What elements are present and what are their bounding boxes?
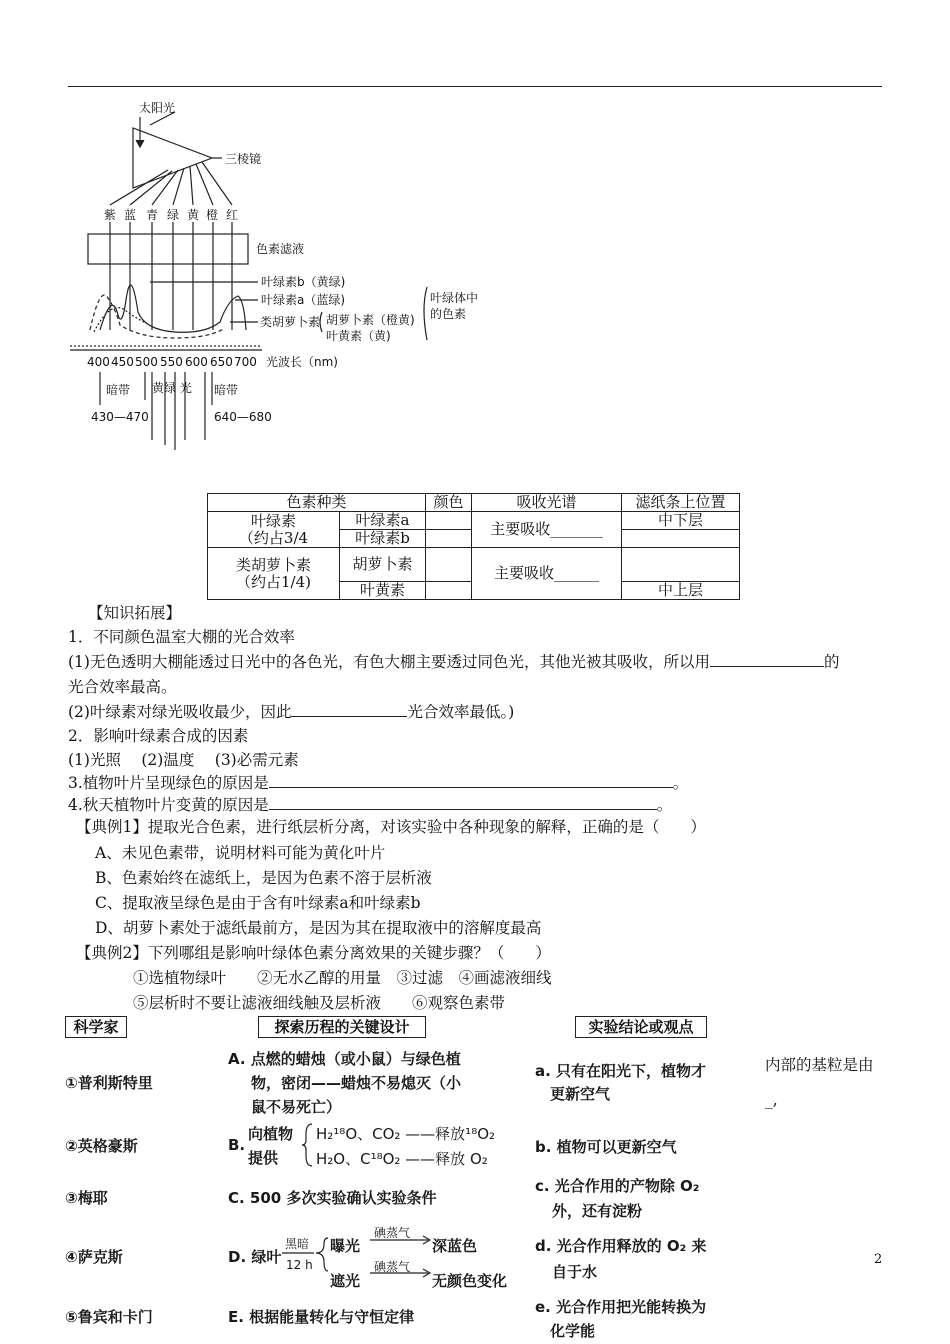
side-text-1: 内部的基粒是由 xyxy=(765,1056,874,1074)
range-label-2: 640—680 xyxy=(214,410,272,424)
item-4-text: 4.秋天植物叶片变黄的原因是 xyxy=(68,796,269,814)
design-a-line-3: 鼠不易死亡） xyxy=(251,1098,342,1116)
header-conclusion: 实验结论或观点 xyxy=(575,1016,707,1038)
design-e: E. 根据能量转化与守恒定律 xyxy=(228,1308,415,1326)
design-d-shaded: 遮光 xyxy=(330,1272,361,1290)
color-label: 蓝 xyxy=(124,208,137,222)
conclusion-e-line-1: e. 光合作用把光能转换为 xyxy=(535,1298,707,1316)
color-blank xyxy=(426,548,472,582)
item-2-title: 2．影响叶绿素合成的因素 xyxy=(68,727,249,745)
item-2a: (1)光照 (2)温度 (3)必需元素 xyxy=(68,751,299,769)
chl-b-label: 叶绿素b（黄绿) xyxy=(261,275,346,289)
design-d-exposed: 曝光 xyxy=(330,1237,361,1255)
example-1-option-a: A、未见色素带，说明材料可能为黄化叶片 xyxy=(95,844,386,862)
design-b-line-2: H₂O、C¹⁸O₂ ——释放 O₂ xyxy=(316,1150,488,1168)
axis-label: 光波长（nm) xyxy=(266,355,338,369)
design-d-iodine-2: 碘蒸气 xyxy=(374,1260,411,1274)
absorb-cell-2: 主要吸收______ xyxy=(472,548,622,600)
tick-label: 500 xyxy=(135,355,158,369)
example-1-option-c: C、提取液呈绿色是由于含有叶绿素a和叶绿素b xyxy=(95,894,421,912)
scientist-5: ⑤鲁宾和卡门 xyxy=(65,1308,153,1326)
color-label: 绿 xyxy=(167,208,180,222)
pigment-table xyxy=(207,493,740,600)
carotene-cell: 胡萝卜素 xyxy=(340,548,426,582)
conclusion-d-line-2: 自于水 xyxy=(552,1263,598,1281)
light-absorption-diagram xyxy=(60,95,520,460)
design-d-time: 12 h xyxy=(286,1258,313,1272)
color-label: 紫 xyxy=(104,208,117,222)
wavelength-ticks xyxy=(87,355,257,369)
yellow-green-label: 黄绿 光 xyxy=(152,381,192,395)
header-scientist: 科学家 xyxy=(65,1016,127,1038)
color-label: 黄 xyxy=(187,208,200,222)
chlorophyll-share: （约占3/4 xyxy=(238,528,309,547)
item-1c-end: 光合效率最低。) xyxy=(407,703,515,721)
design-d-dark: 黑暗 xyxy=(285,1237,310,1251)
header-rule xyxy=(68,86,882,87)
design-d-label: D. 绿叶 xyxy=(228,1248,282,1266)
chloroplast-label-2: 的色素 xyxy=(430,307,467,321)
carotenoid-label: 类胡萝卜素 xyxy=(235,555,311,574)
answer-blank xyxy=(710,652,824,667)
item-1-title: 1．不同颜色温室大棚的光合效率 xyxy=(68,628,295,646)
xanthophyll-label: 叶黄素（黄) xyxy=(326,329,391,343)
side-text-2: _, xyxy=(765,1091,778,1109)
scientist-1: ①普利斯特里 xyxy=(65,1074,153,1092)
tick-label: 600 xyxy=(185,355,208,369)
color-label: 青 xyxy=(146,208,159,222)
example-1-option-d: D、胡萝卜素处于滤纸最前方，是因为其在提取液中的溶解度最高 xyxy=(95,919,542,937)
example-2-steps-2: ⑤层析时不要让滤液细线触及层析液 ⑥观察色素带 xyxy=(133,994,506,1012)
design-d-iodine-1: 碘蒸气 xyxy=(374,1226,411,1240)
answer-blank xyxy=(269,773,673,788)
tick-label: 650 xyxy=(210,355,233,369)
conclusion-a-line-2: 更新空气 xyxy=(550,1085,611,1103)
item-3 xyxy=(68,773,688,793)
position-cell: 中上层 xyxy=(622,582,740,600)
filter-label: 色素滤液 xyxy=(256,242,305,256)
scientist-3: ③梅耶 xyxy=(65,1189,108,1207)
item-4-end: 。 xyxy=(656,796,673,814)
tick-label: 400 xyxy=(87,355,110,369)
answer-blank xyxy=(291,702,407,717)
dark-band-label: 暗带 xyxy=(106,383,131,397)
dark-band-label-2: 暗带 xyxy=(214,383,239,397)
carotene-label: 胡萝卜素（橙黄) xyxy=(326,313,415,327)
scientist-4: ④萨克斯 xyxy=(65,1248,123,1266)
sunlight-label: 太阳光 xyxy=(139,101,176,115)
item-3-text: 3.植物叶片呈现绿色的原因是 xyxy=(68,774,269,792)
design-c: C. 500 多次实验确认实验条件 xyxy=(228,1189,437,1207)
tick-label: 700 xyxy=(234,355,257,369)
range-label-1: 430—470 xyxy=(91,410,149,424)
carotenoid-cell xyxy=(208,548,340,600)
item-1a-text: (1)无色透明大棚能透过日光中的各色光，有色大棚主要透过同色光，其他光被其吸收，所以用 xyxy=(68,653,710,671)
conclusion-c-line-1: c. 光合作用的产物除 O₂ xyxy=(535,1177,700,1195)
example-2-steps-1: ①选植物绿叶 ②无水乙醇的用量 ③过滤 ④画滤液细线 xyxy=(133,969,552,987)
design-a-line-1: A. 点燃的蜡烛（或小鼠）与绿色植 xyxy=(228,1050,461,1068)
design-d-result-2: 无颜色变化 xyxy=(432,1272,508,1290)
example-2: 【典例2】下列哪组是影响叶绿体色素分离效果的关键步骤？（ ） xyxy=(76,944,551,962)
tick-label: 550 xyxy=(160,355,183,369)
header-design: 探索历程的关键设计 xyxy=(258,1016,426,1038)
item-1b: 光合效率最高。 xyxy=(68,678,177,696)
header-color: 颜色 xyxy=(426,494,472,512)
position-blank xyxy=(622,548,740,582)
conclusion-d-line-1: d. 光合作用释放的 O₂ 来 xyxy=(535,1237,707,1255)
design-b-verb-2: 提供 xyxy=(248,1149,279,1167)
spectrum-colors xyxy=(104,207,238,222)
chl-b-cell: 叶绿素b xyxy=(340,530,426,548)
brace-icon xyxy=(302,1122,314,1168)
chl-a-label: 叶绿素a（蓝绿) xyxy=(261,293,346,307)
page-number: 2 xyxy=(874,1252,883,1267)
header-position: 滤纸条上位置 xyxy=(622,494,740,512)
prism-label: 三棱镜 xyxy=(225,152,262,166)
design-d-result-1: 深蓝色 xyxy=(432,1237,478,1255)
position-blank xyxy=(622,530,740,548)
item-3-end: 。 xyxy=(672,774,689,792)
tick-label: 450 xyxy=(111,355,134,369)
item-1c-text: (2)叶绿素对绿光吸收最少，因此 xyxy=(68,703,292,721)
example-1: 【典例1】提取光合色素，进行纸层析分离，对该实验中各种现象的解释，正确的是（ ） xyxy=(76,818,706,836)
conclusion-e-line-2: 化学能 xyxy=(550,1322,596,1340)
item-1c xyxy=(68,702,514,722)
conclusion-b: b. 植物可以更新空气 xyxy=(535,1138,677,1156)
design-b-verb-1: 向植物 xyxy=(248,1125,294,1143)
design-b-line-1: H₂¹⁸O、CO₂ ——释放¹⁸O₂ xyxy=(316,1125,496,1143)
color-blank xyxy=(426,512,472,530)
conclusion-a-line-1: a. 只有在阳光下，植物才 xyxy=(535,1062,707,1080)
item-1a xyxy=(68,652,839,672)
answer-blank xyxy=(269,795,657,810)
item-1a-end: 的 xyxy=(823,653,840,671)
scientist-2: ②英格豪斯 xyxy=(65,1137,138,1155)
chlorophyll-cell xyxy=(208,512,340,548)
color-blank xyxy=(426,582,472,600)
example-1-option-b: B、色素始终在滤纸上，是因为色素不溶于层析液 xyxy=(95,869,432,887)
color-label: 红 xyxy=(226,208,239,222)
conclusion-c-line-2: 外，还有淀粉 xyxy=(552,1202,643,1220)
design-a-line-2: 物，密闭——蜡烛不易熄灭（小 xyxy=(251,1074,462,1092)
color-blank xyxy=(426,530,472,548)
chlorophyll-label: 叶绿素 xyxy=(250,511,296,530)
color-label: 橙 xyxy=(206,208,219,222)
header-spectrum: 吸收光谱 xyxy=(472,494,622,512)
chl-a-cell: 叶绿素a xyxy=(340,512,426,530)
design-b-label: B. xyxy=(228,1136,246,1154)
absorb-cell-1: 主要吸收_______ xyxy=(472,512,622,548)
chloroplast-label-1: 叶绿体中 xyxy=(430,291,479,305)
header-pigment-type: 色素种类 xyxy=(208,494,426,512)
carotenoid-share: （约占1/4) xyxy=(236,572,311,591)
position-cell: 中下层 xyxy=(622,512,740,530)
xanthophyll-cell: 叶黄素 xyxy=(340,582,426,600)
item-4 xyxy=(68,795,672,815)
extension-title: 【知识拓展】 xyxy=(88,604,182,622)
carotenoid-label: 类胡萝卜素 xyxy=(260,315,321,329)
